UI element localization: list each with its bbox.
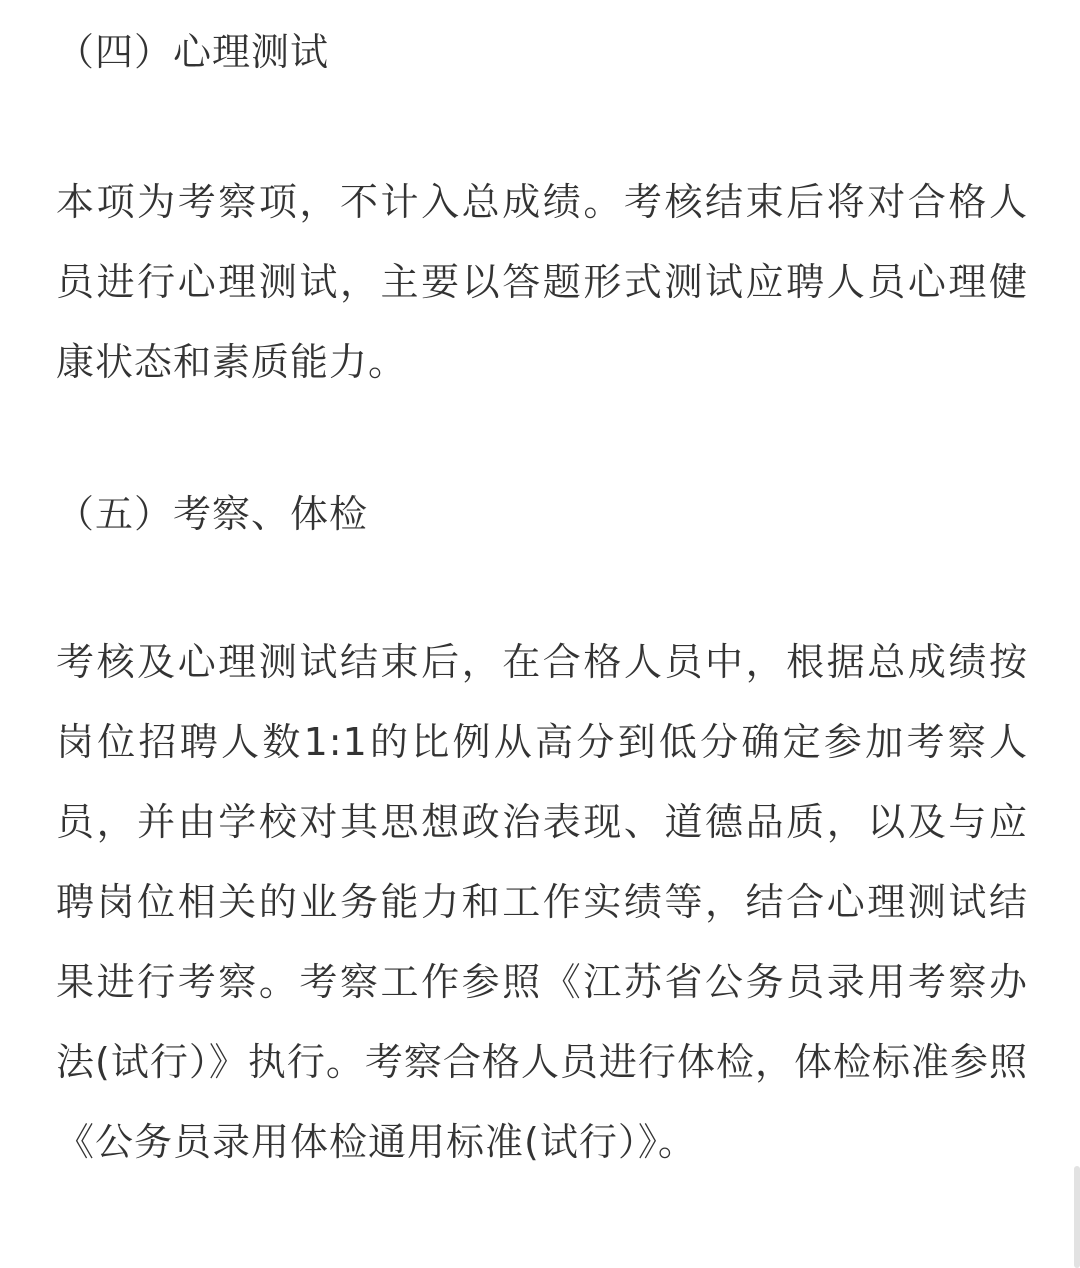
section-heading-psych-test: （四）心理测试 — [56, 30, 330, 74]
section-heading-inspection-exam: （五）考察、体检 — [56, 492, 369, 536]
section-paragraph-psych-test: 本项为考察项，不计入总成绩。考核结束后将对合格人员进行心理测试，主要以答题形式测试应聘人员心理健康状态和素质能力。 — [56, 180, 1028, 384]
section-paragraph-inspection-exam: 考核及心理测试结束后，在合格人员中，根据总成绩按岗位招聘人数1:1的比例从高分到低分确定参加考察人员，并由学校对其思想政治表现、道德品质，以及与应聘岗位相关的业务能力和工作实绩等，结合心理测试结果进行考察。考察工作参照《江苏省公务员录用考察办法(试行）》执行。考察合格人员进行体检，体检标准参照《公务员录用体检通用标准(试行）》。 — [56, 640, 1028, 1164]
scrollbar-thumb[interactable] — [1074, 1166, 1080, 1268]
